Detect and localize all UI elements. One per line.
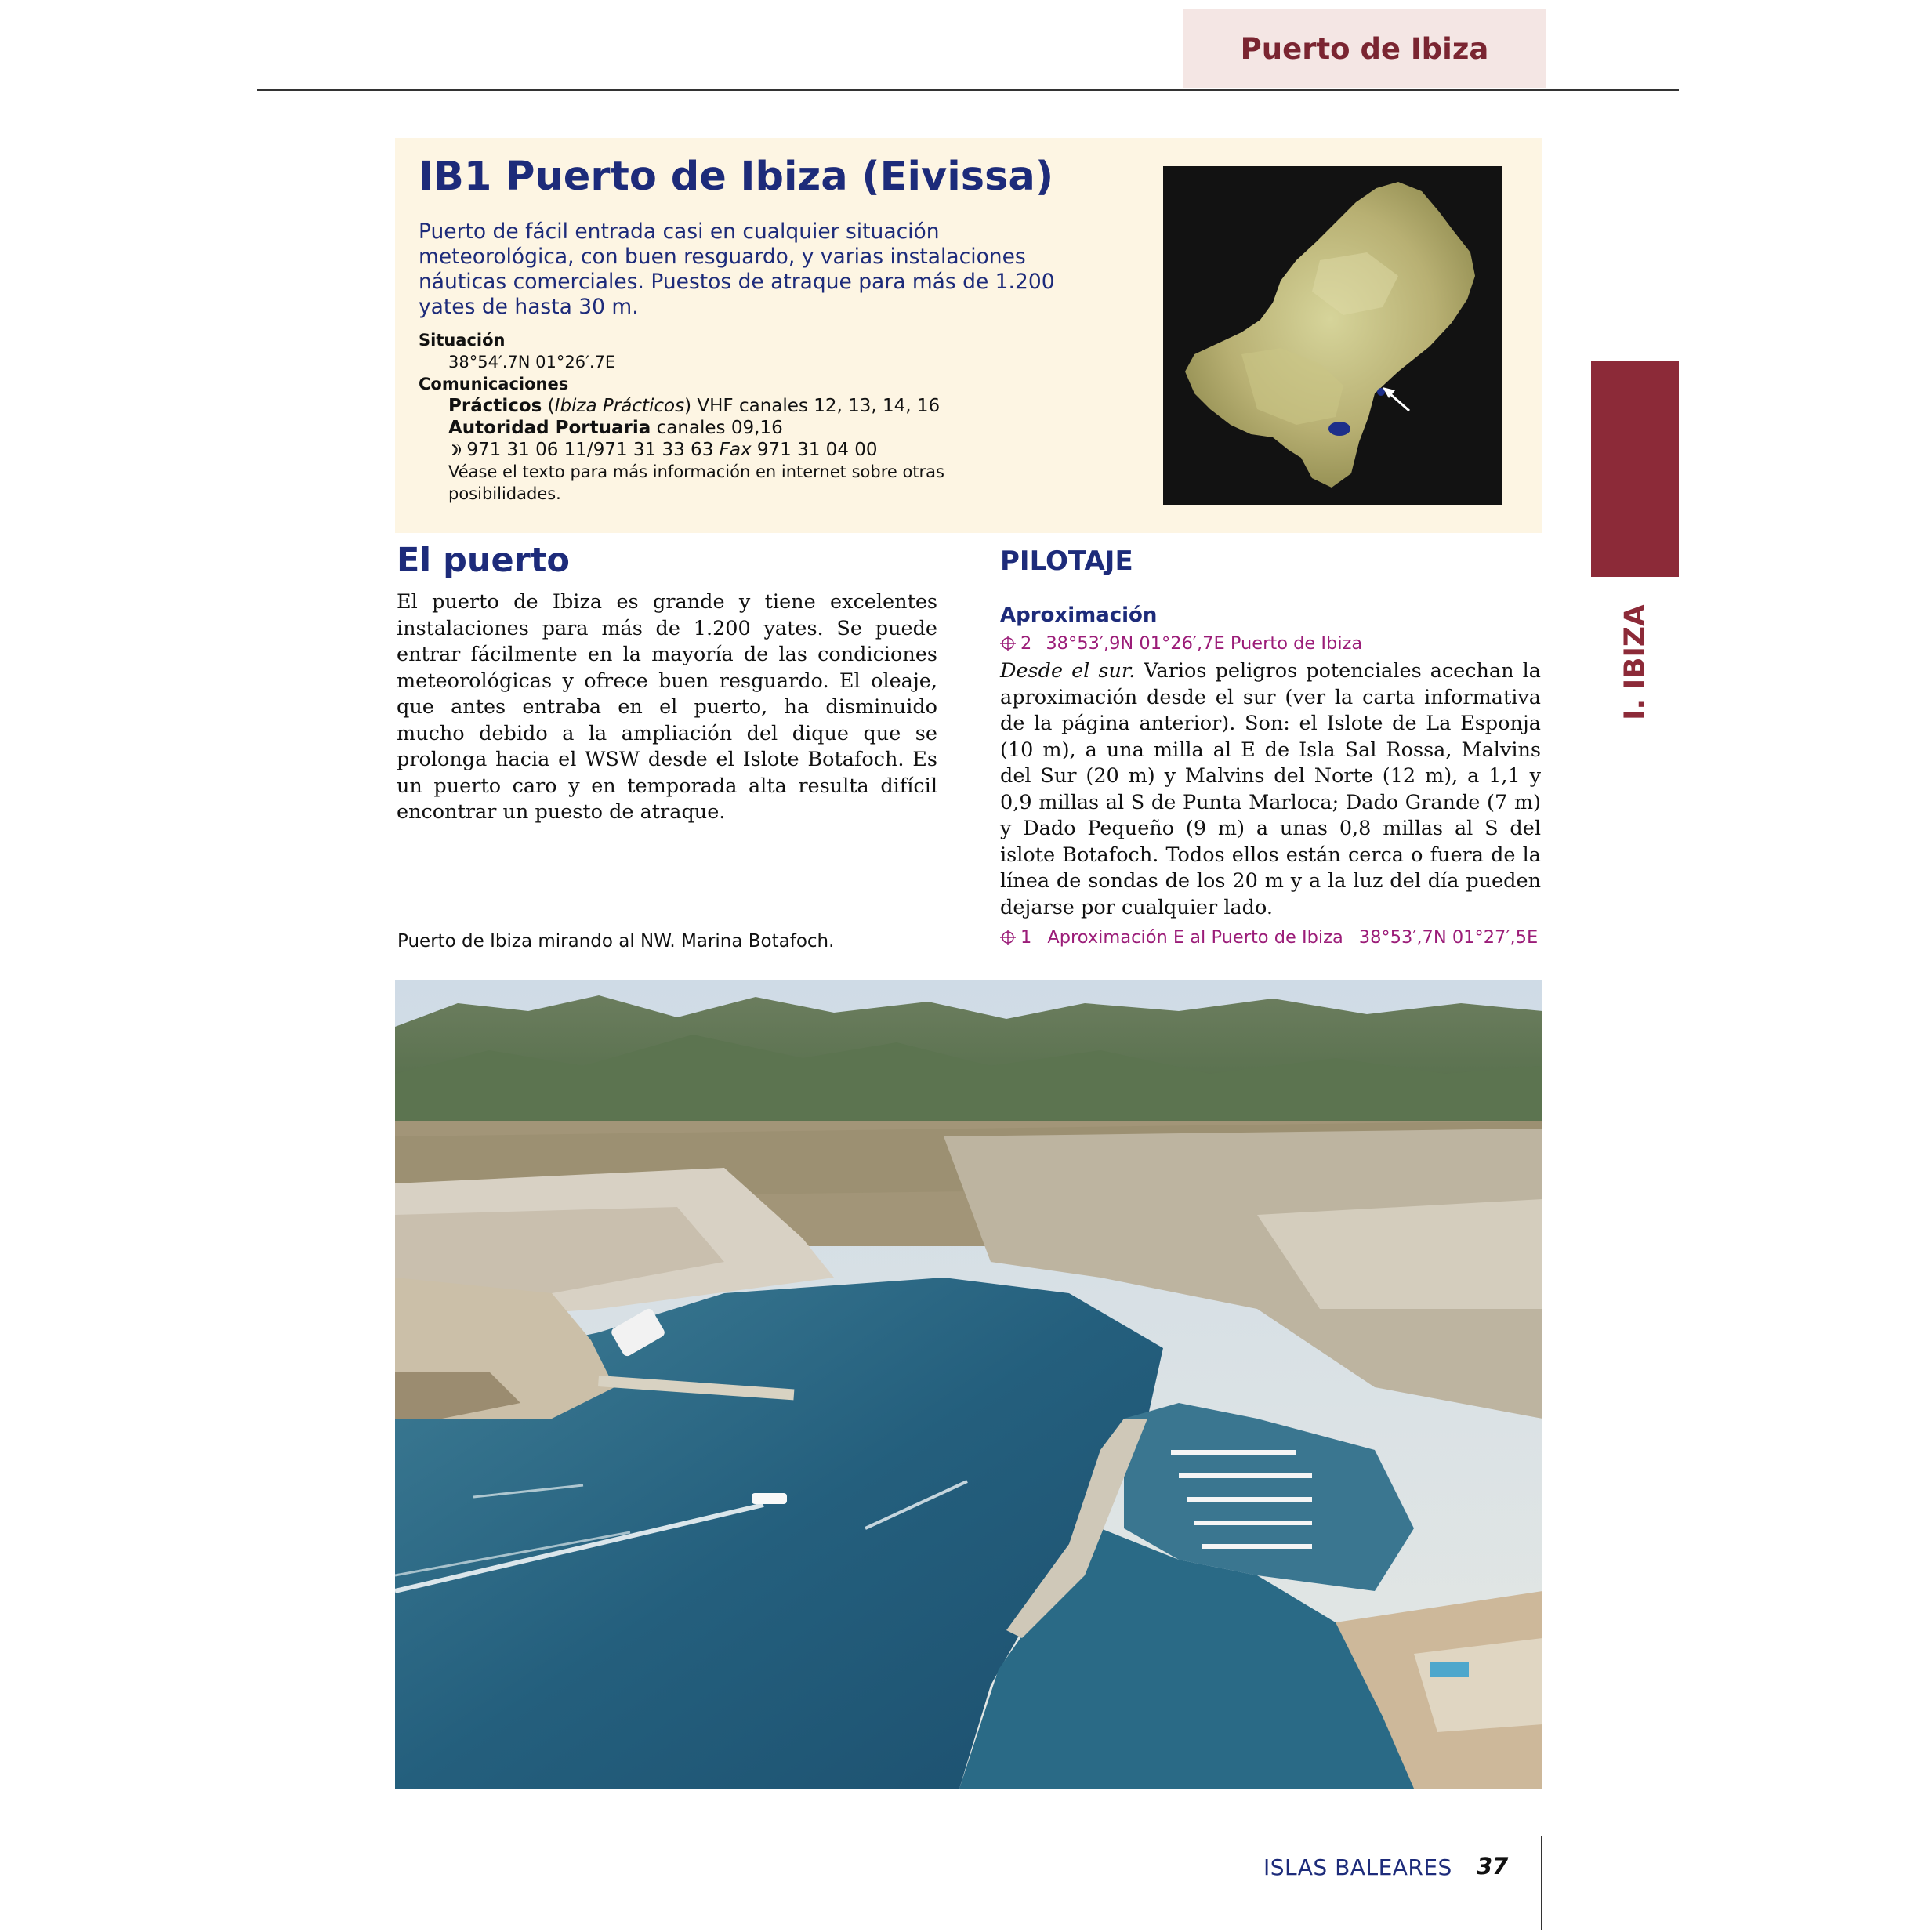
pilotaje-body-text: Varios peligros potenciales acechan la aproximación desde el sur (ver la carta informativa de la página anterior). Son: el Islote de La Esponja (10 m), a una milla al E de Isla Sal Rossa, Malvins del Sur (20 m) y Malvins del Norte (12 m), a 1,1 y 0,9 millas al S de Punta Marloca; Dado Grande (7 m) y Dado Pequeño (9 m) a unas 0,8 millas al S del islote Botafoch. Todos ellos están cerca o fuera de la línea de sondas de los 20 m y a la luz del día pueden dejarse por cualquier lado. (1000, 659, 1541, 919)
port-title: IB1 Puerto de Ibiza (Eivissa) (419, 154, 1054, 200)
page-number: 37 (1477, 1853, 1509, 1879)
waypoint-1-number: 1 (1020, 927, 1032, 948)
chapter-label-text: I. IBIZA (1618, 604, 1651, 720)
aerial-harbor-photo (395, 980, 1542, 1789)
arrow-icon (1383, 387, 1409, 411)
fax-value: 971 31 04 00 (756, 440, 878, 460)
situacion-label: Situación (419, 331, 506, 350)
phone-line (419, 439, 944, 461)
header-title: Puerto de Ibiza (1240, 31, 1489, 66)
waypoint-2-text: 38°53′,9N 01°26′,7E Puerto de Ibiza (1046, 633, 1363, 654)
aproximacion-heading: Aproximación (1000, 604, 1158, 627)
web-note-line1: Véase el texto para más información en internet sobre otras (448, 462, 944, 481)
footer-book-title: ISLAS BALEARES (1263, 1854, 1452, 1880)
phone-value: 971 31 06 11/971 31 33 63 (466, 440, 714, 460)
chapter-tab-label (1586, 604, 1684, 720)
waypoint-crosshair-icon (1000, 636, 1016, 651)
port-intro: Puerto de fácil entrada casi en cualquier situación meteorológica, con buen resguardo, y varias instalaciones náuticas comerciales. Puestos de atraque para más de 1.200 yates de hasta 30 m. (419, 219, 1055, 319)
practicos-value: VHF canales 12, 13, 14, 16 (697, 396, 941, 416)
practicos-label: Prácticos (448, 396, 542, 416)
pilotaje-body (1000, 658, 1541, 921)
pilotaje-heading: PILOTAJE (1000, 546, 1133, 577)
web-note-line2: posibilidades. (448, 484, 561, 503)
waypoint-2 (1000, 633, 1362, 654)
practicos-line: Prácticos (Ibiza Prácticos) VHF canales 12, 13, 14, 16 (448, 396, 941, 416)
phone-icon (448, 443, 461, 457)
el-puerto-heading: El puerto (397, 541, 570, 580)
island-satellite-map (1163, 166, 1502, 505)
autoridad-label: Autoridad Portuaria (448, 418, 651, 438)
photo-caption: Puerto de Ibiza mirando al NW. Marina Botafoch. (397, 931, 835, 952)
autoridad-line (419, 417, 944, 439)
footer-divider (1541, 1836, 1542, 1930)
desde-label: Desde el sur. (1000, 659, 1136, 683)
waypoint-1-coords: 38°53′,7N 01°27′,5E (1358, 927, 1539, 948)
waypoint-1-text: Aproximación E al Puerto de Ibiza (1047, 927, 1343, 948)
header-tab (1183, 9, 1546, 88)
chapter-tab-block (1591, 361, 1679, 577)
el-puerto-body: El puerto de Ibiza es grande y tiene excelentes instalaciones para más de 1.200 yates. Se puede entrar fácilmente en la mayoría de las condiciones meteorológicas y ofrece buen resguardo. El oleaje, que antes entraba en el puerto, ha disminuido mucho debido a la ampliación del dique que se prolonga hacia el WSW desde el Islote Botafoch. Es un puerto caro y en temporada alta resulta difícil encontrar un puesto de atraque. (397, 590, 937, 824)
waypoint-2-number: 2 (1020, 633, 1032, 654)
header-divider (257, 89, 1679, 91)
practicos-name: Ibiza Prácticos (554, 396, 685, 416)
waypoint-crosshair-icon (1000, 930, 1016, 945)
island-shape (1185, 182, 1475, 488)
situacion-value: 38°54′.7N 01°26′.7E (448, 353, 616, 372)
fax-label: Fax (719, 440, 752, 460)
comunicaciones-label: Comunicaciones (419, 375, 569, 393)
waypoint-1 (1000, 927, 1538, 948)
autoridad-value: canales 09,16 (656, 418, 783, 438)
